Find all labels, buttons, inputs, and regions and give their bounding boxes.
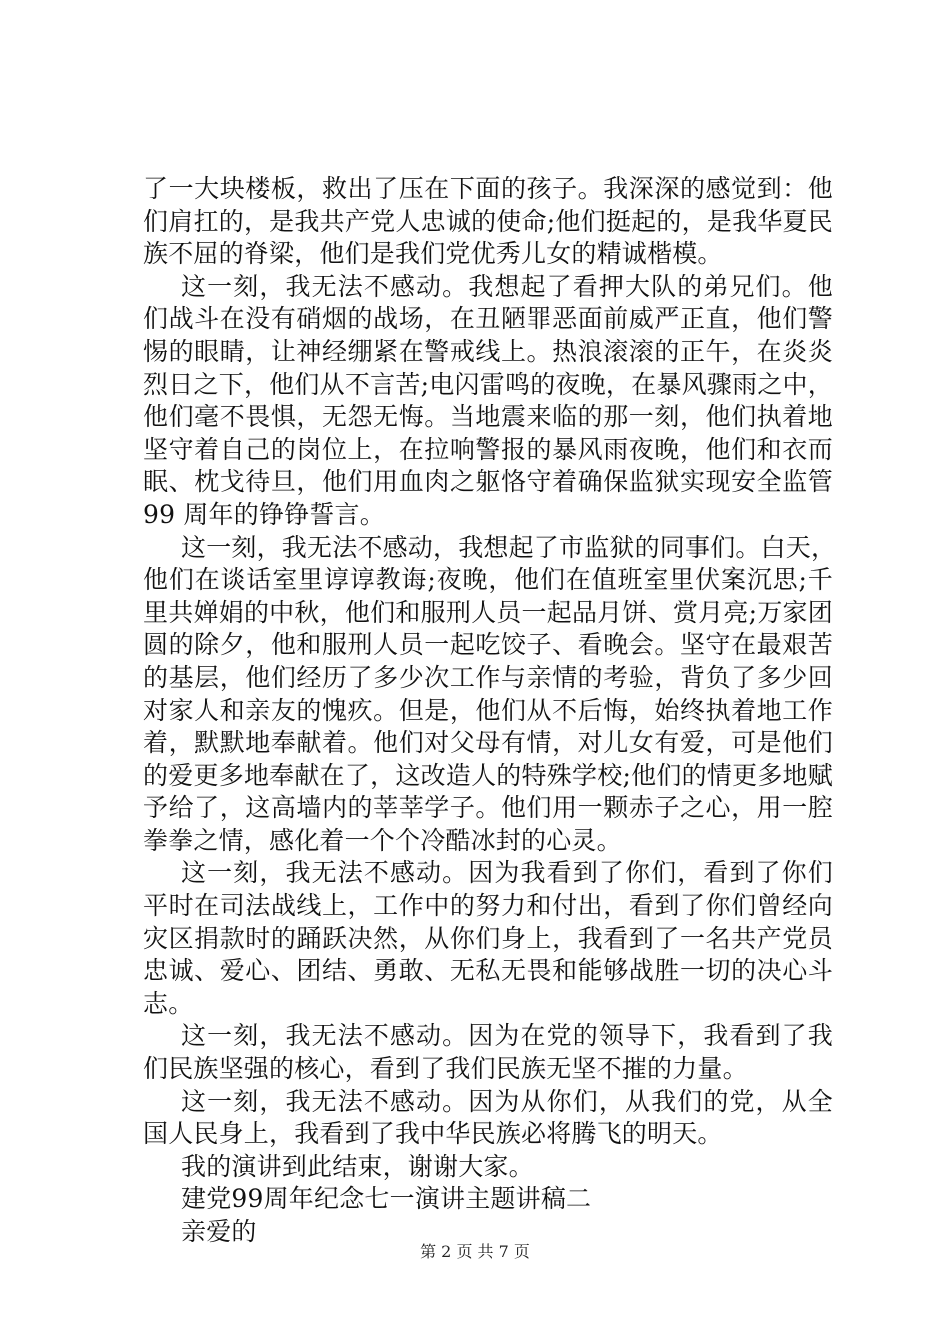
text-line: 们民族坚强的核心，看到了我们民族无坚不摧的力量。 xyxy=(143,1054,748,1084)
text-line: 了一大块楼板，救出了压在下面的孩子。我深深的感觉到：他 xyxy=(143,174,833,203)
document-body xyxy=(143,173,837,1249)
text-line: 灾区捐款时的踊跃决然，从你们身上，我看到了一名共产党员 xyxy=(143,923,833,953)
text-line: 着，默默地奉献着。他们对父母有情，对儿女有爱，可是他们 xyxy=(143,728,833,758)
text-line: 里共婵娟的中秋，他们和服刑人员一起品月饼、赏月亮;万家团 xyxy=(143,597,833,627)
paragraph-start-line: 这一刻，我无法不感动。我想起了看押大队的弟兄们。他 xyxy=(181,271,833,301)
text-line: 平时在司法战线上，工作中的努力和付出，看到了你们曾经向 xyxy=(143,891,833,921)
text-line: 志。 xyxy=(143,988,194,1018)
text-line: 他们毫不畏惧，无怨无悔。当地震来临的那一刻，他们执着地 xyxy=(143,402,833,432)
text-line: 对家人和亲友的愧疚。但是，他们从不后悔，始终执着地工作 xyxy=(143,695,833,725)
section-title: 建党99周年纪念七一演讲主题讲稿二 xyxy=(181,1184,592,1214)
paragraph-start-line: 这一刻，我无法不感动，我想起了市监狱的同事们。白天， xyxy=(181,532,837,562)
text-line: 们肩扛的，是我共产党人忠诚的使命;他们挺起的，是我华夏民 xyxy=(143,206,833,236)
text-line: 眠、枕戈待旦，他们用血肉之躯恪守着确保监狱实现安全监管 xyxy=(143,467,833,497)
text-line: 惕的眼睛，让神经绷紧在警戒线上。热浪滚滚的正午，在炎炎 xyxy=(143,336,833,366)
text-line: 圆的除夕，他和服刑人员一起吃饺子、看晚会。坚守在最艰苦 xyxy=(143,630,833,660)
closing-line: 我的演讲到此结束，谢谢大家。 xyxy=(181,1151,534,1181)
text-line: 99 周年的铮铮誓言。 xyxy=(143,499,385,529)
paragraph-start-line: 这一刻，我无法不感动。因为在党的领导下，我看到了我 xyxy=(181,1021,833,1051)
text-line: 们战斗在没有硝烟的战场，在丑陋罪恶面前威严正直，他们警 xyxy=(143,304,833,334)
salutation-line: 亲爱的 xyxy=(181,1217,257,1246)
text-line: 族不屈的脊梁，他们是我们党优秀儿女的精诚楷模。 xyxy=(143,239,723,269)
text-line: 予给了，这高墙内的莘莘学子。他们用一颗赤子之心，用一腔 xyxy=(143,793,833,823)
paragraph-start-line: 这一刻，我无法不感动。因为从你们，从我们的党，从全 xyxy=(181,1086,833,1116)
text-line: 拳拳之情，感化着一个个冷酷冰封的心灵。 xyxy=(143,825,622,855)
text-line: 的爱更多地奉献在了，这改造人的特殊学校;他们的情更多地赋 xyxy=(143,760,833,790)
text-line: 他们在谈话室里谆谆教诲;夜晚，他们在值班室里伏案沉思;千 xyxy=(143,565,833,595)
text-line: 坚守着自己的岗位上，在拉响警报的暴风雨夜晚，他们和衣而 xyxy=(143,434,833,464)
text-line: 烈日之下，他们从不言苦;电闪雷鸣的夜晚，在暴风骤雨之中， xyxy=(143,369,833,399)
text-line: 国人民身上，我看到了我中华民族必将腾飞的明天。 xyxy=(143,1119,723,1149)
paragraph-start-line: 这一刻，我无法不感动。因为我看到了你们，看到了你们 xyxy=(181,858,833,888)
text-line: 忠诚、爱心、团结、勇敢、无私无畏和能够战胜一切的决心斗 xyxy=(143,956,833,986)
page-number-footer: 第 2 页 共 7 页 xyxy=(420,1242,530,1261)
text-line: 的基层，他们经历了多少次工作与亲情的考验，背负了多少回 xyxy=(143,662,833,692)
